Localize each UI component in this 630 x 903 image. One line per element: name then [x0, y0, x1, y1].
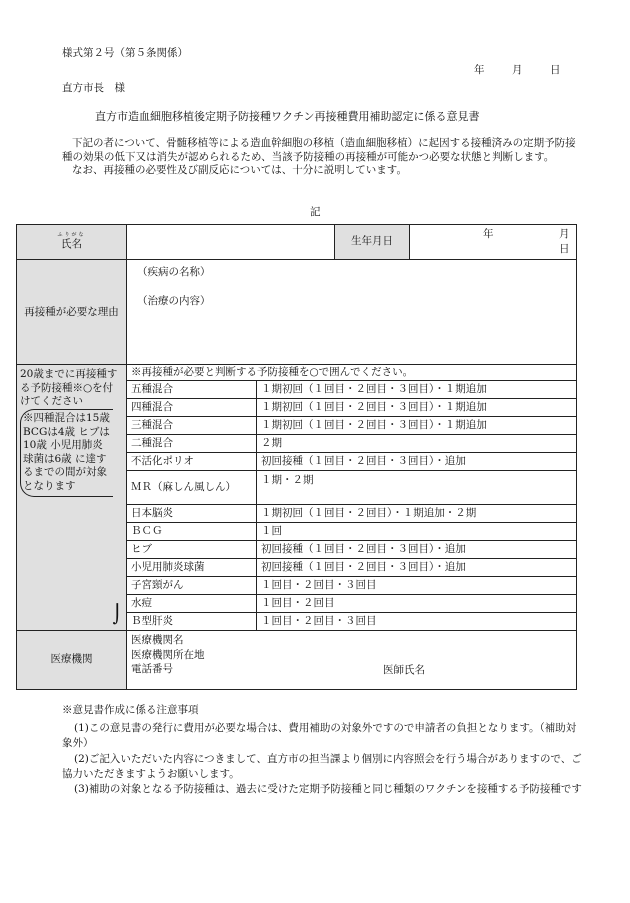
birth-year-label: 年: [483, 228, 494, 240]
vaccine-name: 日本脳炎: [127, 505, 257, 523]
vaccine-name: Ｂ型肝炎: [127, 613, 257, 631]
birth-date-field[interactable]: [410, 225, 577, 260]
birth-day-label: 日: [559, 243, 570, 255]
document-date: [474, 64, 561, 78]
vaccine-name: 水痘: [127, 595, 257, 613]
reason-treatment-label: （治療の内容）: [137, 294, 211, 307]
ki-marker: 記: [310, 206, 321, 218]
vaccine-name: 五種混合: [127, 381, 257, 399]
note-item: (2)ご記入いただいた内容につきまして、直方市の担当課より個別に内容照会を行う場合がありますので、ご協力いただきますようお願いします。: [62, 752, 582, 780]
vaccine-name: ＢＣＧ: [127, 523, 257, 541]
reason-label: 再接種が必要な理由: [17, 260, 127, 365]
name-label: 氏名: [61, 238, 82, 251]
vaccine-schedule[interactable]: １期・２期: [257, 471, 577, 505]
body-paragraph-1: 下記の者について、骨髄移植等による造血幹細胞の移植（造血細胞移植）に起因する接種済みの定期予防接種の効果の低下又は消失が認められるため、当該予防接種の再接種が可能かつ必要な状態と判断します。: [62, 137, 576, 163]
vaccine-name: 小児用肺炎球菌: [127, 559, 257, 577]
vaccine-schedule[interactable]: １回目・２回目: [257, 595, 577, 613]
vaccine-name: ＭＲ（麻しん風しん）: [127, 471, 257, 505]
vaccine-schedule[interactable]: １回目・２回目・３回目: [257, 613, 577, 631]
vaccine-name: ヒブ: [127, 541, 257, 559]
date-day-label: 日: [550, 64, 561, 76]
vaccine-name: 不活化ポリオ: [127, 453, 257, 471]
institution-phone-label: 電話番号: [131, 663, 173, 676]
vaccine-instruction: ※再接種が必要と判断する予防接種を○で囲んでください。: [127, 365, 577, 381]
vaccine-age-bracket: [20, 409, 113, 497]
vaccine-schedule[interactable]: ２期: [257, 435, 577, 453]
body-paragraph-2: なお、再接種の必要性及び副反応については、十分に説明しています。: [72, 164, 407, 177]
form-number: 様式第２号（第５条関係）: [62, 47, 188, 59]
date-month-label: 月: [512, 64, 523, 76]
vaccine-schedule[interactable]: １回: [257, 523, 577, 541]
vaccine-schedule[interactable]: １期初回（１回目・２回目・３回目）・１期追加: [257, 417, 577, 435]
vaccine-name: 三種混合: [127, 417, 257, 435]
institution-label: 医療機関: [17, 631, 127, 690]
document-title: 直方市造血細胞移植後定期予防接種ワクチン再接種費用補助認定に係る意見書: [95, 110, 480, 123]
reason-disease-label: （疾病の名称）: [137, 266, 211, 278]
vaccine-name: 子宮頸がん: [127, 577, 257, 595]
vaccine-schedule[interactable]: １期初回（１回目・２回目・３回目）・１期追加: [257, 399, 577, 417]
note-item: (1)この意見書の発行に費用が必要な場合は、費用補助の対象外ですので申請者の負担となります。（補助対象外）: [62, 722, 577, 750]
vaccine-name: 二種混合: [127, 435, 257, 453]
name-furigana: ふりがな: [57, 232, 86, 239]
bracket-curve-icon: ⌡: [112, 604, 122, 625]
vaccine-schedule[interactable]: 初回接種（１回目・２回目・３回目）・追加: [257, 559, 577, 577]
vaccine-schedule[interactable]: １回目・２回目・３回目: [257, 577, 577, 595]
reason-field[interactable]: [127, 260, 577, 365]
recipient: 直方市長 様: [62, 82, 125, 94]
name-label-cell: [17, 225, 127, 260]
institution-address-label: 医療機関所在地: [131, 648, 205, 661]
vaccine-schedule[interactable]: 初回接種（１回目・２回目・３回目）・追加: [257, 541, 577, 559]
vaccine-schedule[interactable]: 初回接種（１回目・２回目・３回目）・追加: [257, 453, 577, 471]
birth-month-label: 月: [559, 228, 570, 240]
note-item: (3)補助の対象となる予防接種は、過去に受けた定期予防接種と同じ種類のワクチンを接種する予防接種です: [74, 783, 582, 796]
birth-label: 生年月日: [335, 225, 410, 260]
vaccine-schedule[interactable]: １期初回（１回目・２回目）・１期追加・２期: [257, 505, 577, 523]
notes-section: [62, 703, 582, 797]
institution-field[interactable]: [127, 631, 577, 690]
opinion-form-table: [16, 224, 577, 690]
vaccine-note-main: 20歳までに再接種する予防接種※○を付けてください: [20, 368, 118, 408]
vaccine-note-detail: ※四種混合は15歳 BCGは4歳 ヒブは10歳 小児用肺炎球菌は6歳 に達するまでの間が対象となります: [23, 411, 110, 493]
doctor-name-label: 医師氏名: [383, 664, 425, 676]
body-text: [62, 137, 582, 178]
vaccine-name: 四種混合: [127, 399, 257, 417]
vaccine-target-note: [17, 365, 127, 631]
notes-heading: ※意見書作成に係る注意事項: [62, 704, 199, 716]
date-year-label: 年: [474, 64, 485, 76]
institution-name-label: 医療機関名: [131, 634, 184, 646]
vaccine-schedule[interactable]: １期初回（１回目・２回目・３回目）・１期追加: [257, 381, 577, 399]
name-field[interactable]: [127, 225, 335, 260]
